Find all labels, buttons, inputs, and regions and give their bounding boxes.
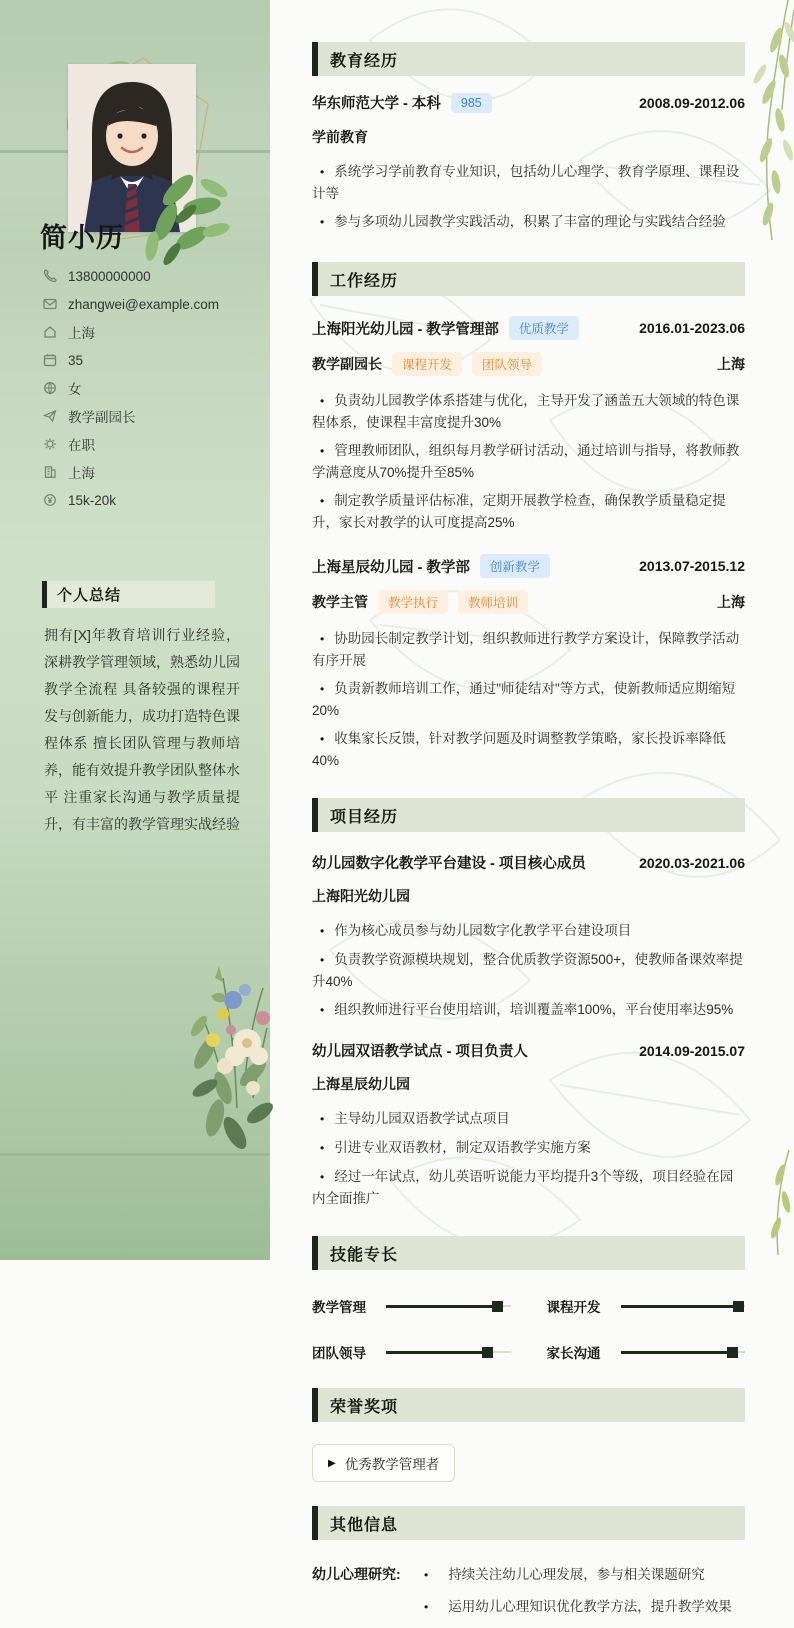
job-skill-tag: 课程开发 [392,352,462,376]
work-bullets [312,628,745,771]
project-bullet: • 引进专业双语教材，制定双语教学实施方案 [320,1140,591,1155]
other-info-row [312,1564,745,1628]
mail-icon [42,297,57,312]
project-bullet: • 经过一年试点，幼儿英语听说能力平均提升3个等级，项目经验在园内全面推广 [312,1169,734,1206]
project-org: 上海阳光幼儿园 [312,888,410,904]
school-985-badge: 985 [451,93,492,113]
skill-slider [386,1347,511,1358]
projects-section [312,798,745,1209]
contact-location [42,318,252,346]
money-icon [42,493,57,508]
skill-row [312,1296,511,1316]
project-entry-1 [312,852,745,1021]
contact-email [42,290,252,318]
other-info-label: 幼儿心理研究: [312,1566,401,1582]
company-name: 上海阳光幼儿园 - 教学管理部 [312,321,499,338]
contact-age-value: 35 [68,352,84,368]
other-info-bullet: • 运用幼儿心理知识优化教学方法，提升教学效果 [424,1599,732,1614]
project-bullet: • 作为核心成员参与幼儿园数字化教学平台建设项目 [320,923,632,938]
project-entry-2 [312,1040,745,1209]
play-triangle-icon: ▶ [328,1457,336,1469]
work-entry-2 [312,554,745,771]
education-date: 2008.09-2012.06 [639,94,745,111]
candidate-name: 简小历 [40,223,124,253]
other-info-section-header: 其他信息 [312,1506,745,1540]
contact-phone-value: 13800000000 [68,268,151,284]
projects-section-header: 项目经历 [312,798,745,832]
contact-position-value: 教学副园长 [68,410,136,425]
awards-section [312,1388,745,1482]
work-bullet: • 制定教学质量评估标准，定期开展教学检查，确保教学质量稳定提升，家长对教学的认可度提高25% [312,493,726,530]
calendar-icon [42,353,57,368]
contact-city-value: 上海 [68,466,95,481]
contact-status [42,430,252,458]
project-bullet: • 组织教师进行平台使用培训，培训覆盖率100%，平台使用率达95% [320,1002,734,1017]
other-info-bullet: • 持续关注幼儿心理发展，参与相关课题研究 [424,1567,705,1582]
project-name: 幼儿园数字化教学平台建设 - 项目核心成员 [312,856,586,872]
contact-location-value: 上海 [68,326,95,341]
education-bullet: • 参与多项幼儿园教学实践活动，积累了丰富的理论与实践结合经验 [320,214,726,229]
skill-slider [621,1347,746,1358]
skill-label: 课程开发 [546,1300,601,1315]
work-bullet: • 管理教师团队，组织每月教学研讨活动，通过培训与指导，将教师教学满意度从70%提升至85% [312,443,740,480]
school-and-degree: 华东师范大学 - 本科 [312,96,441,112]
skill-row [547,1296,746,1316]
contact-salary-value: 15k-20k [68,492,117,508]
job-skill-tag: 教学执行 [378,590,448,614]
summary-section-title: 个人总结 [42,581,215,608]
company-name: 上海星辰幼儿园 - 教学部 [312,559,470,576]
main-content [312,0,745,1628]
work-bullet: • 协助园长制定教学计划，组织教师进行教学方案设计，保障教学活动有序开展 [312,631,740,668]
company-tag: 创新教学 [480,554,550,578]
project-bullet: • 负责教学资源模块规划，整合优质教学资源500+，使教师备课效率提升40% [312,952,743,989]
home-icon [42,325,57,340]
skill-label: 家长沟通 [546,1346,601,1361]
contact-age [42,346,252,374]
project-bullet: • 主导幼儿园双语教学试点项目 [320,1111,510,1126]
work-date: 2016.01-2023.06 [639,320,745,336]
contact-gender [42,374,252,402]
work-entry-1 [312,316,745,533]
skill-row [312,1342,511,1362]
skill-slider [386,1301,511,1312]
flower-bouquet-decoration [175,948,270,1173]
award-badge [312,1444,455,1482]
skills-section-header: 技能专长 [312,1236,745,1270]
skills-section [312,1236,745,1362]
skill-slider [621,1301,746,1312]
job-location: 上海 [717,356,745,372]
project-bullets [312,1108,745,1209]
skill-label: 团队领导 [312,1346,366,1361]
contact-gender-value: 女 [68,382,82,397]
job-skill-tag: 教师培训 [458,590,528,614]
project-name: 幼儿园双语教学试点 - 项目负责人 [312,1044,528,1060]
work-bullet: • 负责新教师培训工作，通过"师徒结对"等方式，使新教师适应期缩短20% [312,681,736,718]
contact-status-value: 在职 [68,438,95,453]
project-date: 2014.09-2015.07 [639,1042,745,1059]
education-section-header: 教育经历 [312,42,745,76]
phone-icon [42,269,57,284]
work-section-header: 工作经历 [312,262,745,296]
project-bullets [312,920,745,1021]
contact-email-value: zhangwei@example.com [68,296,220,312]
contact-city [42,458,252,486]
job-skill-tag: 团队领导 [472,352,542,376]
summary-text: 拥有[X]年教育培训行业经验，深耕教学管理领域，熟悉幼儿园教学全流程 具备较强的课程开发与创新能力，成功打造特色课程体系 擅长团队管理与教师培养，能有效提升教学团队整体水平 注重家长沟通与教学质量提升，有丰富的教学管理实战经验 [44,627,240,832]
awards-section-header: 荣誉奖项 [312,1388,745,1422]
work-bullets [312,390,745,533]
contact-salary [42,486,252,514]
skill-row [547,1342,746,1362]
work-date: 2013.07-2015.12 [639,558,745,574]
leaf-cluster-decoration [122,160,242,270]
contact-position [42,402,252,430]
skills-grid [312,1296,745,1362]
work-section [312,262,745,771]
building-icon [42,465,57,480]
project-date: 2020.03-2021.06 [639,854,745,871]
status-gear-icon [42,437,57,452]
skill-label: 教学管理 [312,1300,366,1315]
work-bullet: • 收集家长反馈，针对教学问题及时调整教学策略，家长投诉率降低40% [312,731,726,768]
education-major: 学前教育 [312,129,368,145]
other-info-section [312,1506,745,1628]
contact-phone [42,262,252,290]
company-tag: 优质教学 [509,316,579,340]
education-section [312,42,745,233]
education-bullet: • 系统学习学前教育专业知识，包括幼儿心理学、教育学原理、课程设计等 [312,164,740,201]
other-info-bullets [424,1564,732,1628]
project-org: 上海星辰幼儿园 [312,1076,410,1092]
paper-plane-icon [42,409,57,424]
job-location: 上海 [717,594,745,610]
job-title: 教学主管 [312,594,368,610]
job-title: 教学副园长 [312,356,382,372]
gender-icon [42,381,57,396]
work-bullet: • 负责幼儿园教学体系搭建与优化，主导开发了涵盖五大领域的特色课程体系，使课程丰富度提升30% [312,393,740,430]
education-entry-header [312,92,745,113]
award-label: 优秀教学管理者 [344,1457,440,1472]
contact-list [42,262,252,514]
sidebar [0,0,270,1260]
education-bullets [312,161,745,233]
